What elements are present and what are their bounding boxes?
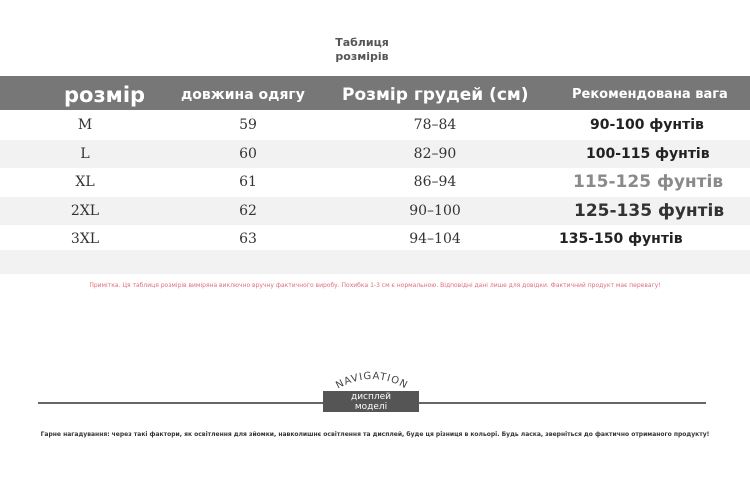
- navigation-badge: [323, 391, 419, 412]
- cell-length: 60: [239, 146, 257, 162]
- cell-chest: 86–94: [413, 174, 457, 190]
- navigation-badge-line2: моделі: [354, 402, 388, 412]
- table-title: [300, 36, 424, 64]
- cell-chest: 82–90: [413, 146, 457, 162]
- cell-chest: 78–84: [413, 117, 457, 133]
- table-header: [0, 76, 750, 110]
- cell-size: 3XL: [70, 231, 100, 247]
- header-length: довжина одягу: [181, 87, 305, 103]
- cell-length: 59: [239, 117, 257, 133]
- table-title-line1: Таблиця: [335, 36, 389, 49]
- navigation-arc-label: NAVIGATION: [334, 370, 410, 392]
- cell-size: M: [77, 117, 93, 133]
- cell-chest: 90–100: [409, 203, 461, 219]
- cell-size: L: [80, 146, 90, 162]
- svg-text:NAVIGATION: [334, 371, 410, 392]
- header-size: розмір: [64, 83, 146, 107]
- cell-weight: 125-135 фунтів: [574, 201, 725, 221]
- table-title-line2: розмірів: [335, 50, 389, 63]
- header-weight: Рекомендована вага: [572, 87, 728, 102]
- cell-chest: 94–104: [409, 231, 461, 247]
- table-row-empty: [0, 250, 750, 274]
- cell-size: XL: [75, 174, 95, 190]
- table-row: [0, 140, 750, 168]
- measurement-note: Примітка. Ця таблиця розмірів виміряна виключно вручну фактичного виробу. Похибка 1-3 см є нормальною. Відповідні дані лише для довідки. Фактичний продукт має перевагу!: [89, 282, 661, 289]
- header-chest: Розмір грудей (см): [342, 85, 529, 105]
- table-row: [0, 225, 750, 253]
- cell-weight: 135-150 фунтів: [559, 231, 683, 247]
- table-row: [0, 197, 750, 225]
- table-row: [0, 111, 750, 139]
- cell-length: 63: [239, 231, 257, 247]
- cell-weight: 100-115 фунтів: [586, 146, 710, 162]
- cell-length: 62: [239, 203, 257, 219]
- cell-weight: 90-100 фунтів: [590, 117, 704, 133]
- color-reminder-note: Гарне нагадування: через такі фактори, як освітлення для зйомки, навколишнє освітлення та дисплей, буде ця різниця в кольорі. Будь ласка, зверніться до фактично отриманого продукту!: [40, 431, 710, 438]
- navigation-badge-line1: дисплей: [350, 392, 392, 402]
- cell-weight: 115-125 фунтів: [573, 172, 724, 192]
- cell-size: 2XL: [70, 203, 100, 219]
- table-row: [0, 168, 750, 196]
- cell-length: 61: [239, 174, 257, 190]
